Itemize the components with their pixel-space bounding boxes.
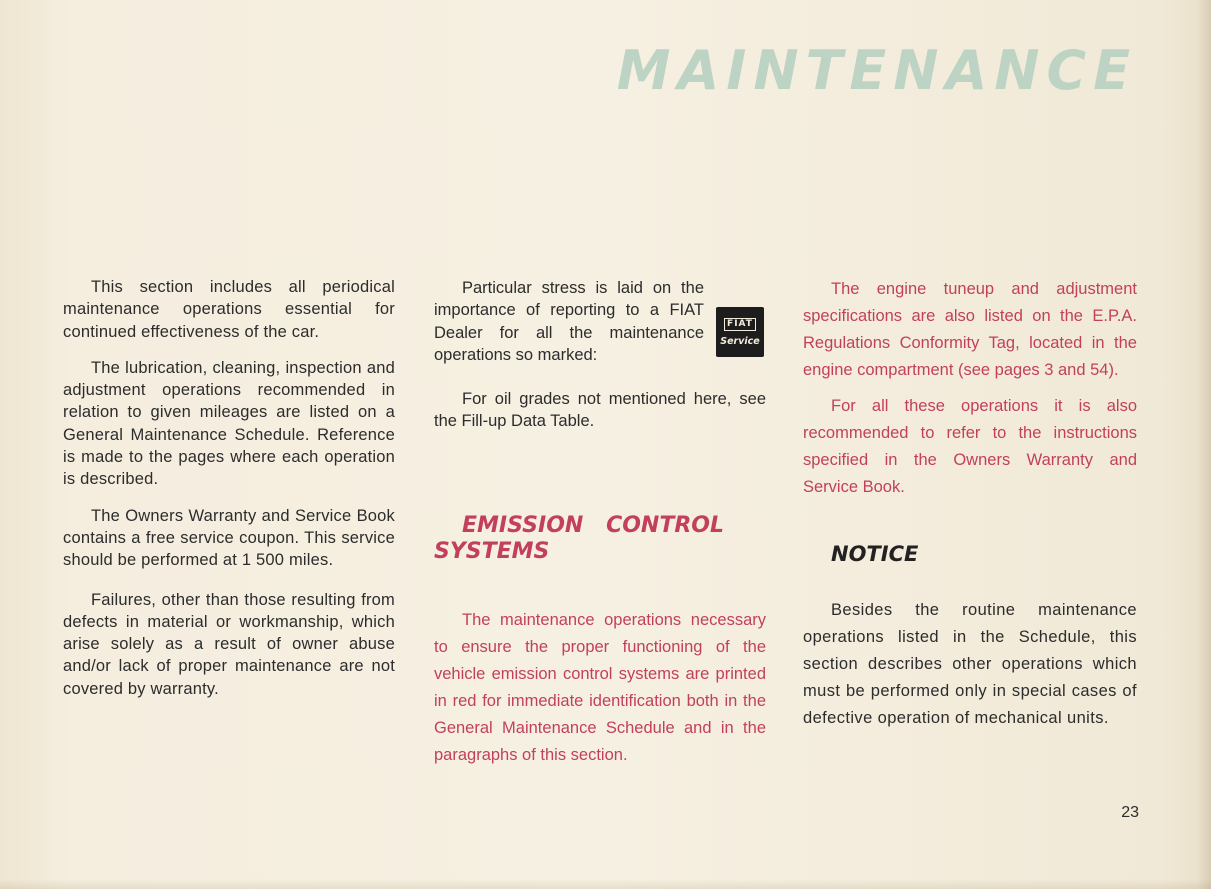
page-title: MAINTENANCE [616, 39, 1137, 102]
stress-block [434, 277, 766, 366]
fiat-service-badge [716, 307, 764, 357]
tuneup-paragraph: The engine tuneup and adjustment specifications are also listed on the E.P.A. Regulations Conformity Tag, located in the engine compartment (see pages 3 and 54). [803, 280, 1137, 379]
service-label: Service [720, 335, 760, 347]
instructions-paragraph: For all these operations it is also recommended to refer to the instructions specified in the Owners Warranty and Service Book. [803, 397, 1137, 496]
oil-paragraph: For oil grades not mentioned here, see the Fill-up Data Table. [434, 390, 766, 431]
emission-heading: EMISSION CONTROL SYSTEMS [434, 512, 724, 564]
column-3 [803, 276, 1137, 732]
page-edge-shadow [1197, 0, 1211, 889]
stress-paragraph: Particular stress is laid on the importance of reporting to a FIAT Dealer for all the maintenance operations so marked: [434, 279, 704, 364]
schedule-paragraph: The lubrication, cleaning, inspection and adjustment operations recommended in relation to given mileages are listed on a General Maintenance Schedule. Reference is made to the pages where each operation is described. [63, 358, 395, 489]
notice-paragraph: Besides the routine maintenance operations listed in the Schedule, this section describes other operations which must be performed only in special cases of defective operation of mechanical units. [803, 601, 1137, 727]
notice-heading: NOTICE [831, 542, 919, 566]
emission-paragraph: The maintenance operations necessary to ensure the proper functioning of the vehicle emission control systems are printed in red for immediate identification both in the General Maintenance Schedule and in the paragraphs of this section. [434, 610, 766, 764]
fiat-logo: FIAT [724, 318, 756, 331]
column-2 [434, 277, 766, 769]
page-number: 23 [1121, 804, 1139, 821]
warranty-paragraph: The Owners Warranty and Service Book contains a free service coupon. This service should be performed at 1 500 miles. [63, 506, 395, 570]
intro-paragraph: This section includes all periodical maintenance operations essential for continued effectiveness of the car. [63, 278, 395, 341]
page-bottom-shadow [0, 879, 1211, 889]
failures-paragraph: Failures, other than those resulting from defects in material or workmanship, which arise solely as a result of owner abuse and/or lack of proper maintenance are not covered by warranty. [63, 590, 395, 698]
column-1 [63, 276, 395, 700]
